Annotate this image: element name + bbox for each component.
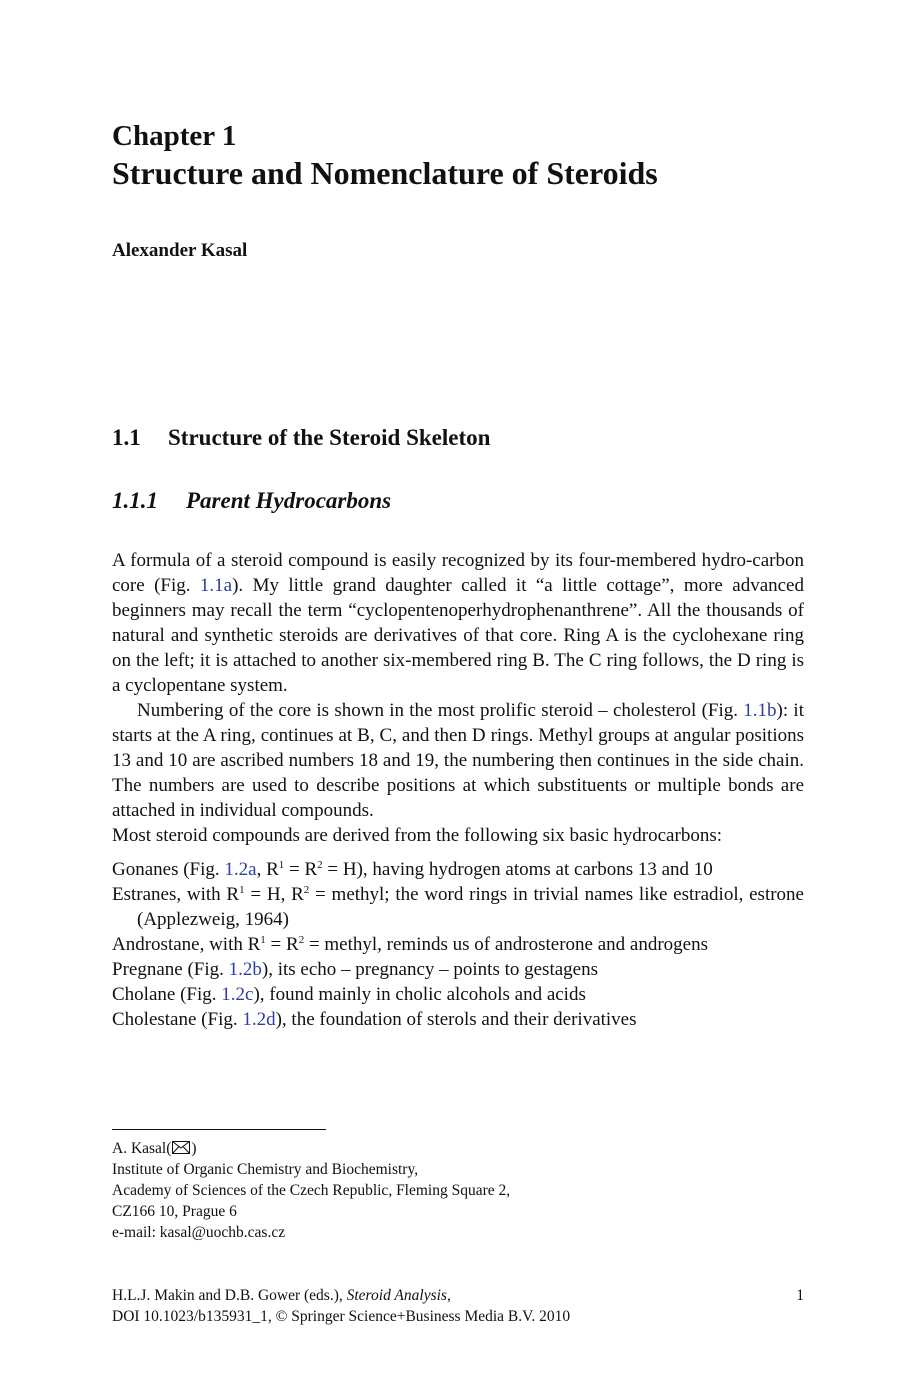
- subsection-heading: [112, 487, 391, 515]
- figure-link[interactable]: 1.2b: [228, 959, 262, 980]
- list-text: = methyl, reminds us of androsterone and androgens: [304, 934, 709, 955]
- footnote-author: A. Kasal: [112, 1140, 167, 1157]
- paren: (: [166, 1140, 172, 1157]
- list-text: = methyl; the word rings in trivial names like estradiol, estrone (Applezweig, 1964): [137, 884, 804, 930]
- paragraph-text: ): it starts at the A ring, continues at B, C, and then D rings. Methyl groups at angular positions 13 and 10 are ascribed numbers 18 and 19, the numbering then continues in the side chain. The numbers are used to describe positions at which substituents or multiple bonds are attached in individual compounds.: [112, 700, 804, 821]
- list-text: ), the foundation of sterols and their derivatives: [275, 1009, 637, 1030]
- section-heading: [112, 424, 490, 452]
- page-footer: [112, 1285, 804, 1327]
- footnote-rule: [112, 1129, 326, 1130]
- section-title: Structure of the Steroid Skeleton: [168, 425, 491, 450]
- paragraph-text: A formula of a steroid compound is easily recognized by its four-membered hydro-carbon core (Fig.: [112, 550, 804, 596]
- figure-link[interactable]: 1.2a: [224, 859, 257, 880]
- list-text: Estranes, with R: [112, 884, 240, 905]
- footer-comma: ,: [446, 1287, 451, 1304]
- hydrocarbon-list: [112, 857, 804, 1032]
- superscript: 2: [303, 884, 310, 896]
- list-text: Cholestane (Fig.: [112, 1009, 243, 1030]
- page-number: 1: [796, 1287, 804, 1304]
- author-name: Alexander Kasal: [112, 240, 248, 261]
- list-text: Androstane, with R: [112, 934, 261, 955]
- list-text: Gonanes (Fig.: [112, 859, 225, 880]
- subsection-title: Parent Hydrocarbons: [186, 488, 392, 513]
- figure-link[interactable]: 1.2c: [221, 984, 254, 1005]
- paragraph-text: Numbering of the core is shown in the most prolific steroid – cholesterol (Fig.: [137, 700, 744, 721]
- superscript: 1: [260, 934, 266, 946]
- paragraph-1: [112, 548, 804, 698]
- list-text: Cholane (Fig.: [112, 984, 222, 1005]
- list-item-cholestane: [112, 1007, 804, 1032]
- figure-link[interactable]: 1.2d: [242, 1009, 276, 1030]
- superscript: 2: [298, 934, 305, 946]
- footer-editors: H.L.J. Makin and D.B. Gower (eds.),: [112, 1287, 347, 1304]
- section-number: 1.1: [112, 425, 141, 450]
- superscript: 1: [239, 884, 245, 896]
- author-footnote: [112, 1138, 510, 1243]
- list-item-gonanes: [112, 857, 804, 882]
- superscript: 2: [317, 859, 323, 871]
- subsection-number: 1.1.1: [112, 488, 158, 513]
- list-item-pregnane: [112, 957, 804, 982]
- body-text: [112, 548, 804, 1032]
- paragraph-2: [112, 698, 804, 823]
- superscript: 1: [278, 859, 285, 871]
- footnote-institute: Institute of Organic Chemistry and Biochemistry,: [112, 1161, 419, 1178]
- footnote-email[interactable]: e-mail: kasal@uochb.cas.cz: [112, 1224, 286, 1241]
- chapter-label: Chapter 1: [112, 120, 237, 152]
- envelope-icon[interactable]: [172, 1139, 190, 1152]
- figure-link[interactable]: 1.1b: [743, 700, 777, 721]
- footer-citation: [112, 1285, 804, 1306]
- list-text: = H), having hydrogen atoms at carbons 13 and 10: [322, 859, 713, 880]
- list-text: , R: [256, 859, 279, 880]
- footnote-author-line: [112, 1138, 510, 1159]
- paren: ): [191, 1140, 197, 1157]
- list-text: ), found mainly in cholic alcohols and acids: [253, 984, 586, 1005]
- list-item-androstane: [112, 932, 804, 957]
- list-text: Pregnane (Fig.: [112, 959, 229, 980]
- footnote-academy: Academy of Sciences of the Czech Republic, Fleming Square 2,: [112, 1182, 511, 1199]
- figure-link[interactable]: 1.1a: [199, 575, 233, 596]
- list-text: = R: [265, 934, 299, 955]
- paragraph-3: Most steroid compounds are derived from the following six basic hydrocarbons:: [112, 825, 722, 846]
- list-text: = R: [284, 859, 318, 880]
- list-item-cholane: [112, 982, 804, 1007]
- list-item-estranes: [112, 882, 804, 932]
- list-text: ), its echo – pregnancy – points to gestagens: [261, 959, 598, 980]
- paragraph-text: ). My little grand daughter called it “a little cottage”, more advanced beginners may recall the term “cyclopentenoperhydrophenanthrene”. All the thousands of natural and synthetic steroids are derivatives of that core. Ring A is the cyclohexane ring on the left; it is attached to another six-membered ring B. The C ring follows, the D ring is a cyclopentane system.: [112, 575, 804, 696]
- footer-doi: DOI 10.1023/b135931_1, © Springer Science+Business Media B.V. 2010: [112, 1308, 571, 1325]
- list-text: = H, R: [244, 884, 304, 905]
- chapter-title: Structure and Nomenclature of Steroids: [112, 155, 658, 191]
- footnote-city: CZ166 10, Prague 6: [112, 1203, 237, 1220]
- footer-book-title: Steroid Analysis: [346, 1287, 447, 1304]
